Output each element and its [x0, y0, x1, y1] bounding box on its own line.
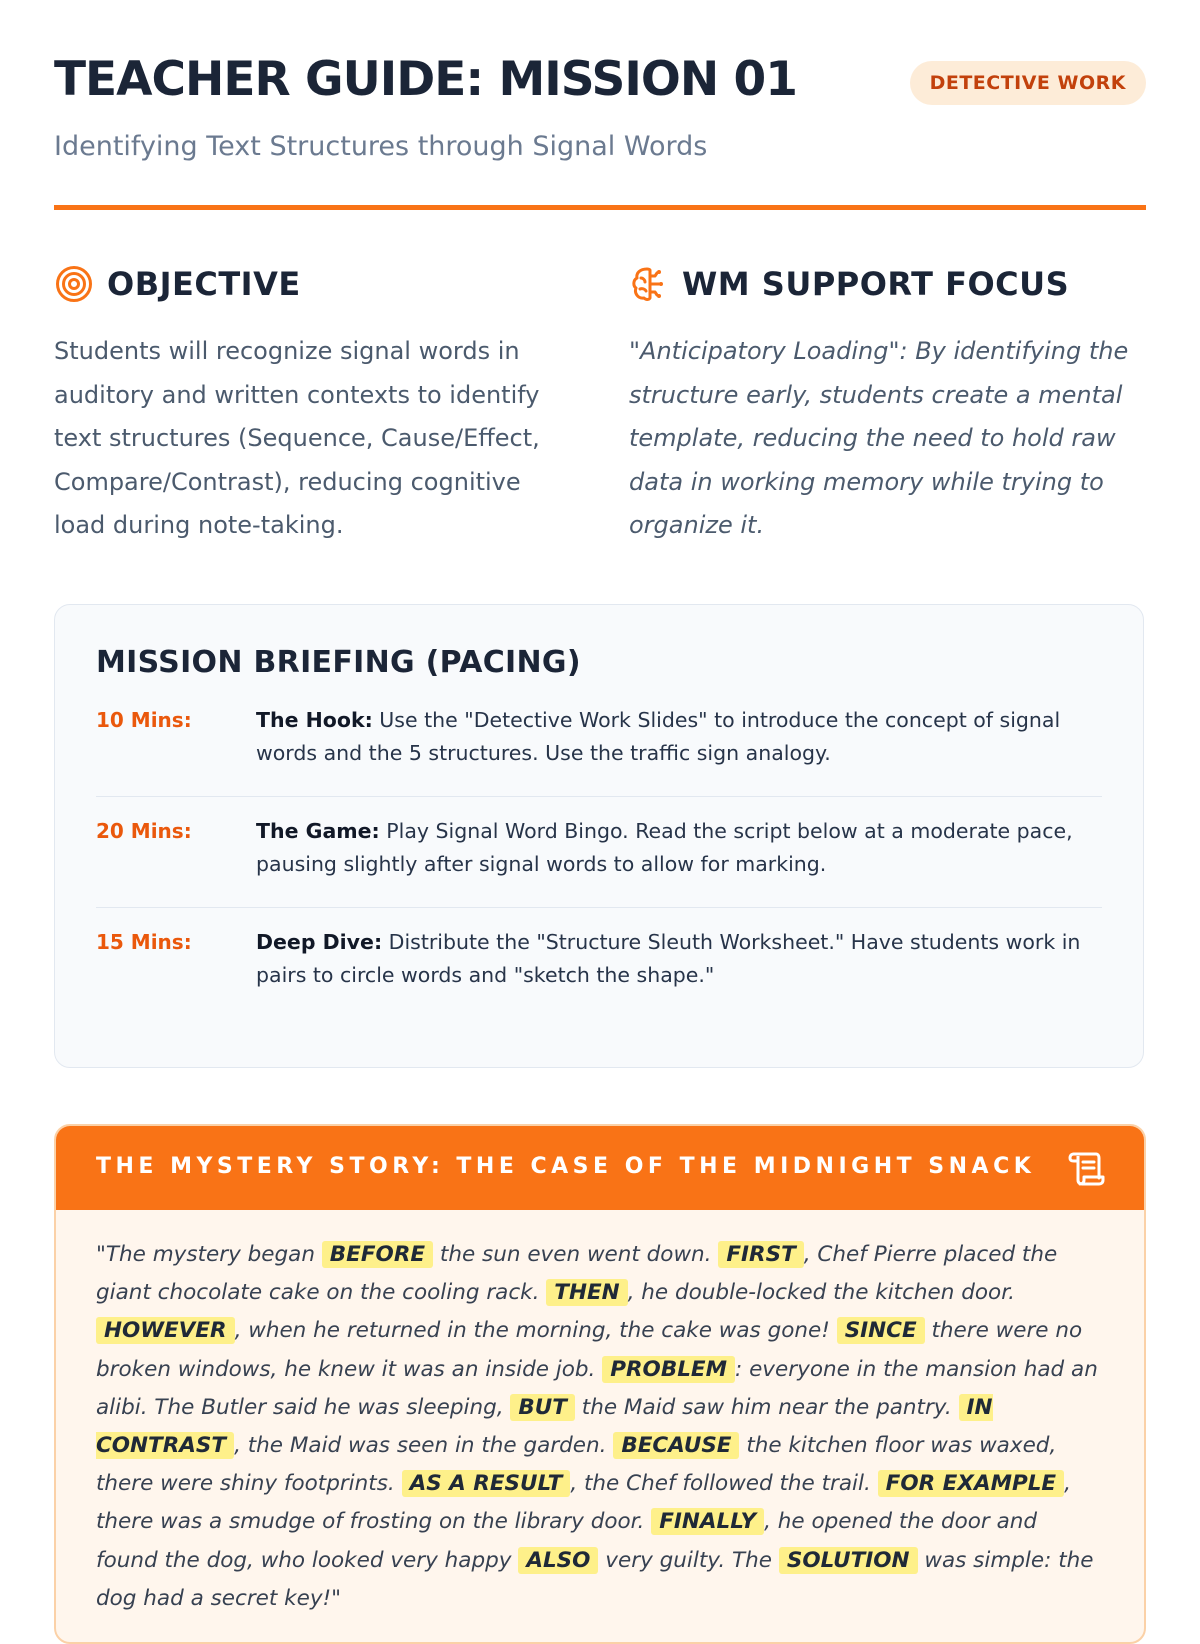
pacing-label: The Hook: [256, 708, 373, 732]
objective-header [54, 258, 554, 310]
target-icon [54, 264, 94, 304]
signal-word: HOWEVER [96, 1317, 235, 1344]
story-segment: the Maid saw him near the pantry. [574, 1394, 959, 1420]
signal-word: SOLUTION [779, 1547, 918, 1574]
pacing-row [96, 797, 1102, 908]
story-segment: , when he returned in the morning, the cake was gone! [234, 1318, 837, 1344]
story-segment: , he opened the door and found the dog, who looked very happy [96, 1509, 1038, 1573]
story-header [56, 1126, 1144, 1210]
pacing-time: 15 Mins: [96, 930, 192, 954]
pacing-row [96, 908, 1102, 1018]
story-text [56, 1210, 1144, 1618]
pacing-row [96, 698, 1102, 797]
pacing-description [256, 815, 1102, 881]
signal-word: FINALLY [651, 1508, 764, 1535]
story-segment: , Chef Pierre placed the giant chocolate cake on the cooling rack. [96, 1242, 1058, 1306]
signal-word: FOR EXAMPLE [878, 1470, 1064, 1497]
page-subtitle: Identifying Text Structures through Signal Words [54, 131, 708, 162]
scroll-icon [1066, 1148, 1106, 1188]
pacing-time: 20 Mins: [96, 819, 192, 843]
wm-support-heading: WM SUPPORT FOCUS [682, 265, 1070, 303]
wm-support-header [629, 258, 1146, 310]
wm-support-section [629, 258, 1146, 548]
detective-work-badge: DETECTIVE WORK [910, 61, 1146, 105]
pacing-detail: Use the "Detective Work Slides" to introduce the concept of signal words and the 5 structures. Use the traffic sign analogy. [256, 708, 1061, 765]
pacing-label: The Game: [256, 819, 380, 843]
story-segment: the sun even went down. [433, 1242, 719, 1267]
pacing-description [256, 704, 1102, 770]
signal-word: SINCE [837, 1317, 925, 1344]
story-segment: was simple: the dog had a secret key!" [96, 1547, 1094, 1611]
mission-briefing-card [54, 604, 1144, 1068]
story-segment: the kitchen floor was waxed, there were shiny footprints. [96, 1433, 1057, 1497]
objective-section [54, 258, 554, 548]
story-segment: "The mystery began [96, 1242, 322, 1267]
pacing-label: Deep Dive: [256, 930, 383, 954]
story-segment: , he double-locked the kitchen door. [627, 1280, 1015, 1306]
signal-word: BUT [510, 1394, 575, 1421]
objective-text: Students will recognize signal words in auditory and written contexts to identify text structures (Sequence, Cause/Effect, Compare/Contrast), reducing cognitive load during note-taking. [54, 337, 540, 539]
signal-word: PROBLEM [602, 1356, 735, 1383]
mystery-story-card [54, 1124, 1146, 1644]
signal-word: IN CONTRAST [96, 1394, 993, 1459]
briefing-heading: MISSION BRIEFING (PACING) [96, 645, 581, 680]
signal-word: BEFORE [322, 1241, 433, 1268]
teacher-guide-page [54, 0, 1146, 1611]
signal-word: THEN [546, 1279, 627, 1306]
signal-word: AS A RESULT [402, 1470, 571, 1497]
pacing-time: 10 Mins: [96, 708, 192, 732]
story-segment: very guilty. The [598, 1547, 779, 1573]
story-segment: , the Chef followed the trail. [570, 1471, 878, 1497]
pacing-description [256, 926, 1102, 992]
brain-icon [629, 264, 669, 304]
overview-columns [54, 258, 1146, 558]
objective-heading: OBJECTIVE [107, 265, 301, 303]
page-title: TEACHER GUIDE: MISSION 01 [54, 52, 797, 107]
pacing-detail: Distribute the "Structure Sleuth Worksheet." Have students work in pairs to circle words and "sketch the shape." [256, 930, 1081, 987]
story-segment: , the Maid was seen in the garden. [234, 1433, 614, 1459]
story-segment: , there was a smudge of frosting on the library door. [96, 1471, 1071, 1535]
pacing-detail: Play Signal Word Bingo. Read the script below at a moderate pace, pausing slightly after signal words to allow for marking. [256, 819, 1073, 876]
story-segment: there were no broken windows, he knew it was an inside job. [96, 1318, 1083, 1382]
signal-word: ALSO [518, 1547, 598, 1574]
page-header [54, 0, 1146, 210]
signal-word: BECAUSE [613, 1432, 739, 1459]
signal-word: FIRST [718, 1241, 803, 1268]
story-segment: : everyone in the mansion had an alibi. The Butler said he was sleeping, [96, 1356, 1098, 1420]
story-title: THE MYSTERY STORY: THE CASE OF THE MIDNIGHT SNACK [96, 1154, 1036, 1179]
wm-support-text: "Anticipatory Loading": By identifying the structure early, students create a mental template, reducing the need to hold raw data in working memory while trying to organize it. [629, 337, 1129, 539]
